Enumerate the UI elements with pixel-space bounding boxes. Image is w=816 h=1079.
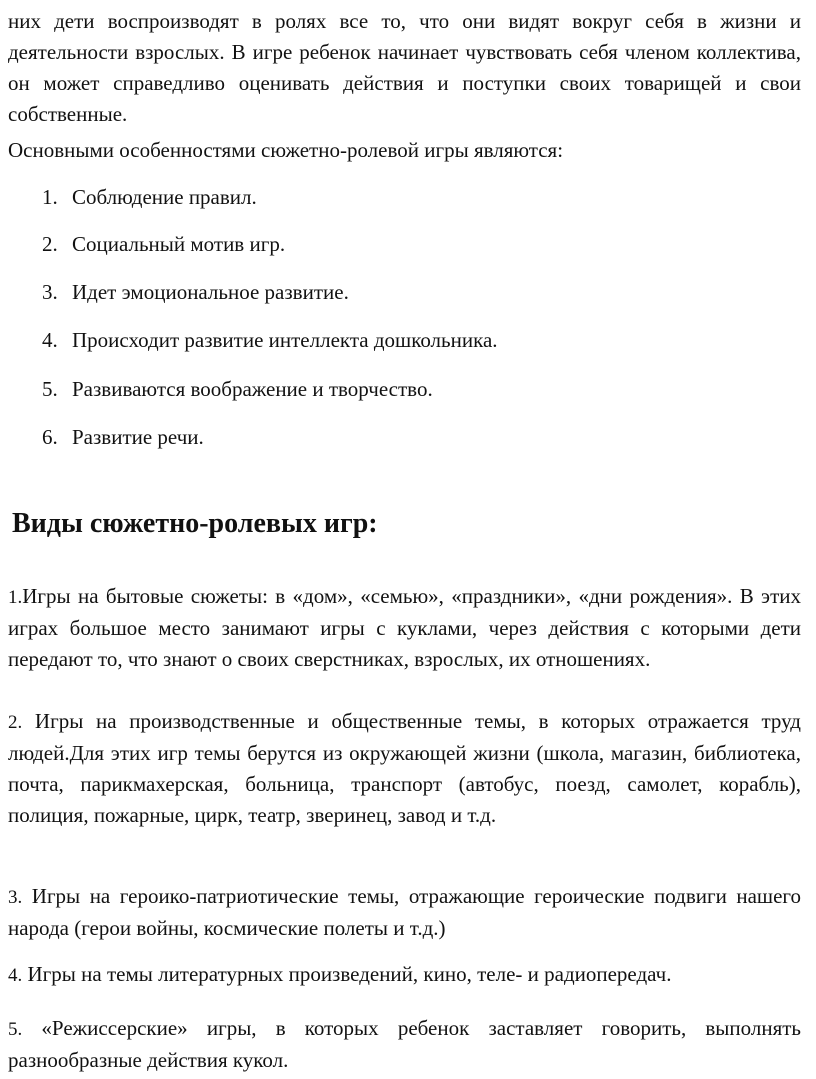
game-kind-paragraph	[8, 959, 801, 991]
feature-number: 2.	[42, 232, 58, 256]
feature-number: 3.	[42, 280, 58, 304]
feature-number: 6.	[42, 425, 58, 449]
game-kind-number: 1.	[8, 587, 23, 608]
game-kind-paragraph	[8, 881, 801, 944]
game-kind-number: 2.	[8, 712, 23, 733]
game-kind-text: «Режиссерские» игры, в которых ребенок заставляет говорить, выполнять разнообразные действия кукол.	[8, 1016, 801, 1072]
feature-number: 1.	[42, 185, 58, 209]
feature-item	[42, 374, 433, 405]
game-kind-number: 4.	[8, 965, 23, 986]
game-kind-number: 3.	[8, 887, 23, 908]
game-kind-paragraph	[8, 581, 801, 675]
game-kind-paragraph	[8, 1013, 801, 1076]
game-kind-number: 5.	[8, 1019, 23, 1040]
feature-item	[42, 229, 285, 260]
intro-paragraph: них дети воспроизводят в ролях все то, что они видят вокруг себя в жизни и деятельности взрослых. В игре ребенок начинает чувствовать себя членом коллектива, он может справедливо оценивать действия и поступки своих товарищей и свои собственные.	[8, 9, 801, 126]
feature-item	[42, 182, 257, 213]
game-kind-paragraph	[8, 706, 801, 831]
section-heading: Виды сюжетно-ролевых игр:	[12, 508, 378, 539]
feature-item	[42, 277, 349, 308]
game-kind-text: Игры на производственные и общественные темы, в которых отражается труд людей.Для этих игр темы берутся из окружающей жизни (школа, магазин, библиотека, почта, парикмахерская, больница, транспорт (автобус, поезд, самолет, корабль), полиция, пожарные, цирк, театр, зверинец, завод и т.д.	[8, 709, 801, 827]
features-lead: Основными особенностями сюжетно-ролевой игры являются:	[8, 138, 564, 162]
game-kind-text: Игры на темы литературных произведений, кино, теле- и радиопередач.	[22, 962, 672, 986]
feature-item	[42, 422, 204, 453]
feature-number: 5.	[42, 377, 58, 401]
feature-text: Происходит развитие интеллекта дошкольника.	[72, 328, 498, 352]
feature-text: Развиваются воображение и творчество.	[72, 377, 433, 401]
feature-item	[42, 325, 498, 356]
feature-text: Идет эмоциональное развитие.	[72, 280, 349, 304]
game-kind-text: Игры на героико-патриотические темы, отражающие героические подвиги нашего народа (герои войны, космические полеты и т.д.)	[8, 884, 801, 940]
game-kind-text: Игры на бытовые сюжеты: в «дом», «семью», «праздники», «дни рождения». В этих играх большое место занимают игры с куклами, через действия с которыми дети передают то, что знают о своих сверстниках, взрослых, их отношениях.	[8, 584, 801, 671]
feature-text: Социальный мотив игр.	[72, 232, 286, 256]
feature-text: Соблюдение правил.	[72, 185, 257, 209]
feature-number: 4.	[42, 328, 58, 352]
feature-text: Развитие речи.	[72, 425, 204, 449]
